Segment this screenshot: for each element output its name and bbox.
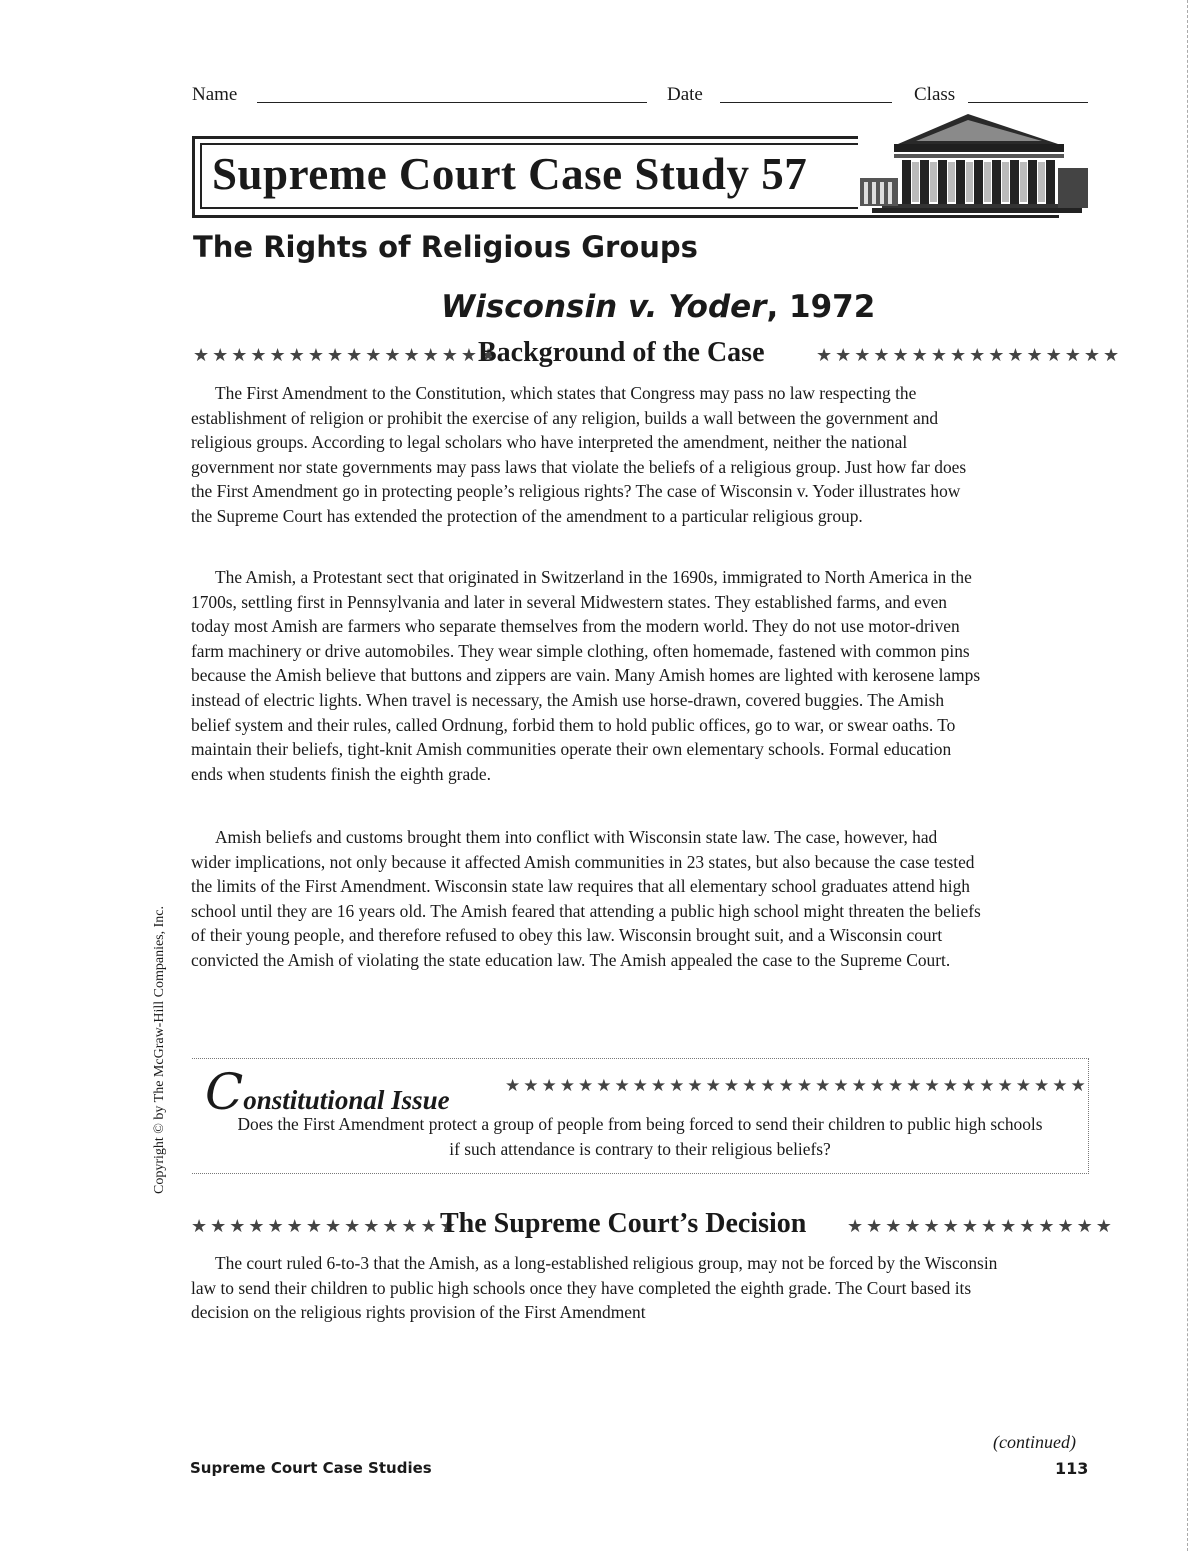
class-label: Class — [914, 84, 956, 105]
stars-right-background: ★★★★★★★★★★★★★★★★ — [816, 345, 1123, 365]
issue-heading-text: onstitutional Issue — [243, 1085, 450, 1115]
case-title — [441, 289, 875, 325]
constitutional-issue-text: Does the First Amendment protect a group of people from being forced to send their children to public high schools if such attendance is contrary to their religious beliefs? — [237, 1114, 1043, 1159]
footer-page-number: 113 — [1055, 1459, 1089, 1478]
background-paragraph-1: The First Amendment to the Constitution, which states that Congress may pass no law respecting the establishment of religion or prohibit the exercise of any religion, builds a wall between the government and religious groups. According to legal scholars who have interpreted the amendment, neither the national government nor state governments may pass laws that violate the beliefs of a religious group. Just how far does the First Amendment go in protecting people’s religious rights? The case of Wisconsin v. Yoder illustrates how the Supreme Court has extended the protection of the amendment to a particular religious group. — [191, 383, 967, 526]
continued-note: (continued) — [993, 1432, 1076, 1452]
stars-left-decision: ★★★★★★★★★★★★★★ — [191, 1216, 459, 1236]
decision-heading: The Supreme Court’s Decision — [440, 1208, 807, 1239]
class-field[interactable] — [968, 102, 1088, 103]
date-label: Date — [667, 84, 703, 105]
case-name: Wisconsin v. Yoder — [441, 289, 767, 325]
background-paragraph-3: Amish beliefs and customs brought them into conflict with Wisconsin state law. The case, however, had wider implications, not only because it affected Amish communities in 23 states, but also because the case tested the limits of the First Amendment. Wisconsin state law requires that all elementary school graduates attend high school until they are 16 years old. The Amish feared that attending a public high school might threaten the beliefs of their young people, and therefore refused to obey this law. Wisconsin brought suit, and a Wisconsin court convicted the Amish of violating the state education law. The Amish appealed the case to the Supreme Court. — [191, 827, 981, 970]
page-edge-rule — [1187, 0, 1188, 1551]
banner-title: Supreme Court Case Study 57 — [212, 149, 808, 199]
name-label: Name — [192, 84, 238, 105]
decision-paragraph: The court ruled 6-to-3 that the Amish, as a long-established religious group, may not be forced by the Wisconsin law to send their children to public high schools once they have completed the eighth grade. The Court based its decision on the religious rights provision of the First Amendment — [191, 1253, 998, 1323]
stars-issue: ★★★★★★★★★★★★★★★★★★★★★★★★★★★★★★★★ — [505, 1076, 1089, 1095]
date-field[interactable] — [720, 102, 892, 103]
footer-book-title: Supreme Court Case Studies — [190, 1459, 432, 1477]
issue-initial: C — [205, 1063, 244, 1121]
supreme-court-building-icon — [858, 108, 1090, 214]
topic-title: The Rights of Religious Groups — [193, 230, 698, 264]
background-heading: Background of the Case — [478, 337, 765, 368]
stars-right-decision: ★★★★★★★★★★★★★★ — [847, 1216, 1115, 1236]
stars-left-background: ★★★★★★★★★★★★★★★★ — [193, 345, 500, 365]
case-year: , 1972 — [766, 289, 876, 325]
copyright-notice: Copyright © by The McGraw-Hill Companies, Inc. — [152, 906, 167, 1194]
background-paragraph-2: The Amish, a Protestant sect that originated in Switzerland in the 1690s, immigrated to North America in the 1700s, settling first in Pennsylvania and later in several Midwestern states. They established farms, and even today most Amish are farmers who separate themselves from the modern world. They do not use motor-driven farm machinery or drive automobiles. They wear simple clothing, often homemade, fastened with common pins because the Amish believe that buttons and zippers are vain. Many Amish homes are lighted with kerosene lamps instead of electric lights. When travel is necessary, the Amish use horse-drawn, covered buggies. The Amish belief system and their rules, called Ordnung, forbid them to hold public offices, go to war, or swear oaths. To maintain their beliefs, tight-knit Amish communities operate their own elementary schools. Formal education ends when students finish the eighth grade. — [191, 567, 981, 784]
name-field[interactable] — [257, 102, 647, 103]
